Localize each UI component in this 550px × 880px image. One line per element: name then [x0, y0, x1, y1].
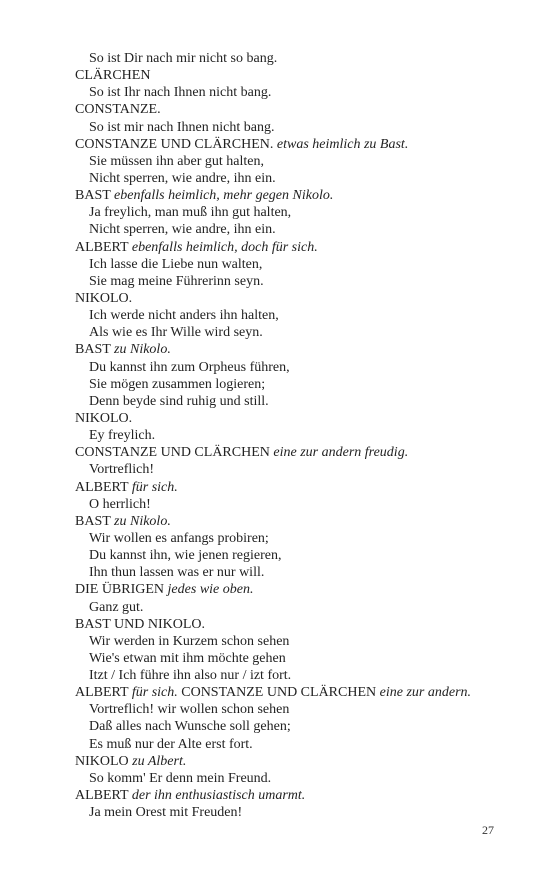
speaker-name: CLÄRCHEN	[75, 68, 151, 84]
verse-line: Es muß nur der Alte erst fort.	[89, 736, 253, 752]
verse-line: Ich werde nicht anders ihn halten,	[89, 308, 279, 324]
verse-line: Ja mein Orest mit Freuden!	[89, 805, 243, 821]
verse-line: Wir wollen es anfangs probiren;	[89, 530, 269, 546]
speaker-name: DIE ÜBRIGEN	[75, 582, 165, 598]
verse-line: Nicht sperren, wie andre, ihn ein.	[89, 222, 276, 238]
speaker-line	[75, 341, 515, 358]
stage-direction: ebenfalls heimlich, mehr gegen Nikolo.	[114, 188, 334, 204]
verse-line: Wie's etwan mit ihm möchte gehen	[89, 650, 286, 666]
stage-direction: eine zur andern.	[379, 685, 472, 701]
speaker-line	[75, 101, 515, 118]
speaker-name: ALBERT	[75, 685, 129, 701]
verse-line: Itzt / Ich führe ihn also nur / izt fort.	[89, 668, 292, 684]
verse-line: Nicht sperren, wie andre, ihn ein.	[89, 170, 276, 186]
verse-line: So ist Dir nach mir nicht so bang.	[89, 51, 278, 66]
speaker-name: NIKOLO.	[75, 410, 133, 426]
speaker-name: NIKOLO.	[75, 290, 133, 306]
stage-direction: ebenfalls heimlich, doch für sich.	[131, 239, 318, 255]
verse-line: Als wie es Ihr Wille wird seyn.	[89, 325, 263, 341]
play-text	[75, 50, 515, 821]
speaker-name: ALBERT	[75, 788, 129, 804]
verse-line: Sie mag meine Führerinn seyn.	[89, 273, 264, 289]
speaker-line	[75, 479, 515, 496]
verse-line: Ihn thun lassen was er nur will.	[89, 565, 265, 581]
verse-line: So ist Ihr nach Ihnen nicht bang.	[89, 85, 272, 101]
speaker-line	[75, 67, 515, 84]
speaker-line	[75, 753, 515, 770]
speaker-line	[75, 581, 515, 598]
speaker-line	[75, 187, 515, 204]
stage-direction: zu Albert.	[132, 753, 187, 769]
stage-direction: zu Nikolo.	[114, 513, 171, 529]
verse-line: Denn beyde sind ruhig und still.	[89, 393, 269, 409]
verse-line: Ey freylich.	[89, 428, 156, 444]
speaker-line	[75, 239, 515, 256]
speaker-name: BAST	[75, 342, 111, 358]
verse-line: Daß alles nach Wunsche soll gehen;	[89, 719, 291, 735]
speaker-name: NIKOLO	[75, 753, 129, 769]
speaker-name: CONSTANZE UND CLÄRCHEN	[75, 445, 270, 461]
verse-line: Sie müssen ihn aber gut halten,	[89, 153, 264, 169]
speaker-line	[75, 787, 515, 804]
verse-line: Sie mögen zusammen logieren;	[89, 376, 266, 392]
verse-line: Vortreflich!	[89, 462, 155, 478]
speaker-name: BAST UND NIKOLO.	[75, 616, 206, 632]
verse-line: O herrlich!	[89, 496, 151, 512]
speaker-name: BAST	[75, 188, 111, 204]
stage-direction: für sich.	[131, 685, 178, 701]
stage-direction: für sich.	[131, 479, 178, 495]
speaker-name: CONSTANZE UND CLÄRCHEN.	[75, 136, 274, 152]
speaker-name: ALBERT	[75, 479, 129, 495]
stage-direction: jedes wie oben.	[167, 582, 254, 598]
stage-direction: der ihn enthusiastisch umarmt.	[131, 788, 306, 804]
verse-line: So ist mir nach Ihnen nicht bang.	[89, 119, 275, 135]
stage-direction: etwas heimlich zu Bast.	[276, 136, 409, 152]
speaker-name: ALBERT	[75, 239, 129, 255]
speaker-line	[75, 410, 515, 427]
verse-line: So komm' Er denn mein Freund.	[89, 770, 272, 786]
speaker-line	[75, 513, 515, 530]
verse-line: Du kannst ihn zum Orpheus führen,	[89, 359, 290, 375]
stage-direction: eine zur andern freudig.	[273, 445, 409, 461]
speaker-name: CONSTANZE UND CLÄRCHEN	[181, 685, 377, 701]
verse-line: Ja freylich, man muß ihn gut halten,	[89, 205, 292, 221]
speaker-line	[75, 684, 515, 701]
verse-line: Wir werden in Kurzem schon sehen	[89, 633, 290, 649]
verse-line: Ganz gut.	[89, 599, 144, 615]
page-number: 27	[482, 823, 494, 837]
speaker-line	[75, 290, 515, 307]
speaker-line	[75, 444, 515, 461]
verse-line: Du kannst ihn, wie jenen regieren,	[89, 548, 282, 564]
verse-line: Ich lasse die Liebe nun walten,	[89, 256, 263, 272]
speaker-line	[75, 136, 515, 153]
speaker-name: BAST	[75, 513, 111, 529]
speaker-line	[75, 616, 515, 633]
speaker-name: CONSTANZE.	[75, 102, 161, 118]
stage-direction: zu Nikolo.	[114, 342, 171, 358]
verse-line: Vortreflich! wir wollen schon sehen	[89, 702, 290, 718]
